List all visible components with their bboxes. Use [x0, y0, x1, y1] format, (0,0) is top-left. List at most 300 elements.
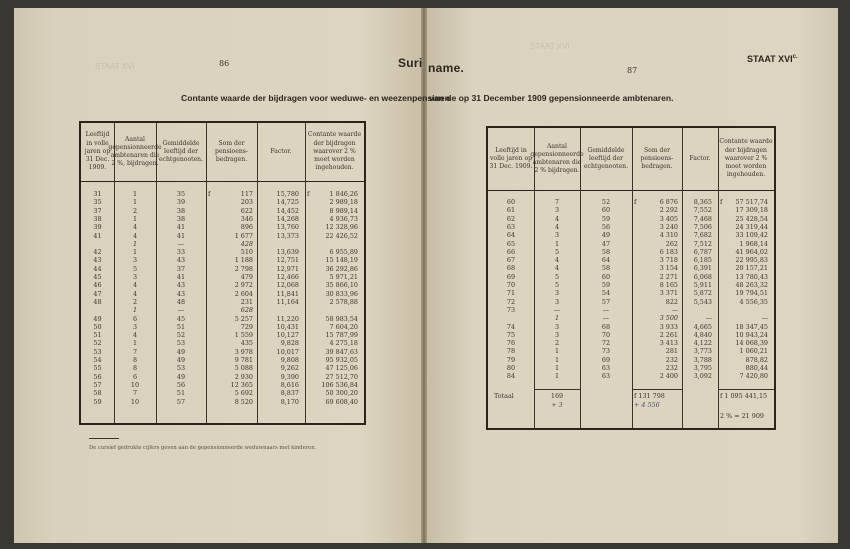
table-cell: 33: [176, 248, 186, 257]
table-cell: 822: [665, 297, 678, 306]
table-cell: 3: [554, 231, 560, 240]
table-cell: 4: [554, 214, 560, 223]
column-header: Gemiddelde leeftijd der echtgenooten.: [158, 139, 204, 164]
table-cell: 3,773: [693, 347, 712, 356]
table-cell: 5: [554, 281, 560, 289]
table-cell: 54: [601, 289, 611, 298]
table-cell: 3,092: [693, 372, 712, 381]
header-suri: Suri: [398, 56, 423, 70]
table-cell: 33 109,42: [735, 231, 768, 240]
table-row: [81, 381, 364, 389]
table-cell: 71: [506, 289, 516, 298]
table-cell: 2: [554, 339, 560, 348]
table-cell: 7,512: [693, 239, 712, 248]
table-cell: 7 604,20: [329, 322, 358, 331]
footnote-rule: [89, 438, 119, 439]
table-cell: 7,506: [693, 222, 712, 231]
total-rule: [534, 389, 580, 390]
table-cell: 10 943,24: [735, 330, 768, 339]
table-row: [488, 198, 774, 206]
table-cell: 64: [506, 231, 516, 240]
table-cell: 479: [240, 273, 253, 281]
table-cell: 56: [93, 372, 102, 381]
table-cell: 52: [176, 331, 186, 340]
table-cell: 3 500: [659, 314, 678, 323]
table-cell: 10: [130, 380, 140, 389]
table-cell: 15,780: [276, 190, 299, 198]
table-cell: 3 718: [659, 256, 678, 265]
table-row: [488, 248, 774, 256]
table-cell: 15 148,19: [325, 256, 358, 265]
table-cell: 1 060,21: [739, 347, 768, 356]
table-cell: 63: [601, 372, 611, 381]
table-cell: [634, 198, 678, 206]
table-cell: 35: [93, 198, 102, 207]
table-cell: 8: [132, 356, 138, 364]
table-cell: 14 068,39: [735, 339, 768, 348]
table-cell: 5: [554, 272, 560, 281]
table-cell: 1: [132, 306, 138, 315]
table-cell: 2 292: [659, 206, 678, 215]
table-row: [81, 339, 364, 347]
table-cell: 50 300,20: [325, 389, 358, 398]
table-cell: 3 933: [659, 322, 678, 331]
table-cell: 31: [93, 190, 102, 198]
table-cell: 14,268: [276, 214, 299, 223]
table-cell: 59: [601, 214, 611, 223]
table-cell: 10,017: [276, 347, 299, 356]
table-cell: 43: [176, 256, 186, 265]
table-cell: 1 188: [234, 256, 253, 265]
table-cell: 5 692: [234, 389, 253, 398]
table-cell: 1: [554, 364, 560, 372]
table-row: [81, 223, 364, 231]
table-cell: 5: [554, 247, 560, 256]
table-row: [488, 331, 774, 339]
table-cell: 4: [554, 264, 560, 273]
table-cell: 19 794,51: [735, 289, 768, 298]
table-cell: 4: [554, 222, 560, 231]
table-cell: 39: [93, 223, 102, 232]
column-header: Contante waarde der bijdragen waarover 2 % moet worden ingehouden.: [719, 138, 773, 179]
table-cell: 2 261: [659, 330, 678, 339]
table-cell: 42: [93, 248, 102, 257]
table-cell: —: [177, 239, 185, 248]
table-row: [81, 331, 364, 339]
table-cell: 232: [665, 355, 678, 364]
table-cell: 3: [554, 297, 560, 306]
table-cell: 6: [132, 372, 138, 381]
table-cell: [208, 190, 253, 198]
table-cell: 3,795: [693, 364, 712, 372]
table-cell: 4 936,73: [329, 214, 358, 223]
florin-sign: f: [634, 198, 637, 206]
table-row: [81, 256, 364, 264]
table-row: [81, 281, 364, 289]
table-row: [488, 240, 774, 248]
table-cell: 11,841: [276, 289, 299, 298]
column-header: Som der pensioens-bedragen.: [215, 139, 248, 164]
column-header: Factor.: [689, 154, 711, 162]
table-cell: 203: [240, 198, 253, 207]
total-rule: [718, 389, 774, 390]
table-cell: 43: [93, 256, 102, 265]
table-cell: 22 426,52: [325, 231, 358, 240]
table-row: [488, 298, 774, 306]
table-cell: 428: [240, 239, 253, 248]
table-cell: 52: [93, 339, 102, 348]
staat-suffix: c.: [792, 54, 798, 60]
table-cell: 10,127: [276, 331, 299, 340]
table-cell: 13,639: [276, 248, 299, 257]
table-cell: 47 125,06: [325, 364, 358, 373]
table-cell: 3: [554, 289, 560, 298]
column-header: Leeftijd in volle jaren op 31 Dec. 1909.: [489, 146, 533, 171]
table-cell: 1: [132, 339, 138, 348]
table-cell: 281: [665, 347, 678, 356]
table-cell: 1: [554, 347, 560, 356]
table-row: [81, 389, 364, 397]
table-cell: 70: [506, 281, 516, 289]
table-row: [488, 347, 774, 355]
table-cell: 12,971: [276, 264, 299, 273]
table-cell: 878,82: [745, 355, 768, 364]
table-cell: 4,665: [693, 322, 712, 331]
table-cell: 4: [132, 223, 138, 232]
table-cell: 50: [93, 322, 102, 331]
amount-value: 117: [240, 190, 253, 198]
table-cell: 49: [176, 372, 186, 381]
table-cell: 48: [176, 297, 186, 306]
table-cell: 65: [506, 239, 516, 248]
table-cell: 69: [506, 272, 516, 281]
table-cell: 8,837: [280, 389, 299, 398]
table-cell: 1: [554, 372, 560, 381]
total-two-percent: 2 % = 21 909: [720, 412, 764, 420]
table-cell: 57: [176, 397, 186, 406]
table-cell: 3 371: [659, 289, 678, 298]
table-cell: 60: [601, 272, 611, 281]
table-cell: 38: [93, 214, 102, 223]
table-cell: 13 780,43: [735, 272, 768, 281]
table-cell: 45: [93, 273, 102, 281]
table-cell: 48: [93, 297, 102, 306]
table-row: [81, 215, 364, 223]
table-cell: 8,616: [280, 380, 299, 389]
table-cell: 35: [176, 190, 186, 198]
table-cell: —: [761, 314, 768, 323]
table-cell: 7,552: [693, 206, 712, 215]
table-cell: 74: [506, 322, 516, 331]
table-cell: 6,185: [693, 256, 712, 265]
table-cell: 4 556,35: [739, 297, 768, 306]
table-cell: 53: [176, 364, 186, 373]
table-cell: 14,452: [276, 206, 299, 215]
header-name: name.: [428, 61, 465, 75]
total-rule: [632, 389, 682, 390]
table-cell: 7: [132, 347, 138, 356]
table-cell: 12 365: [230, 380, 253, 389]
table-cell: 14,725: [276, 198, 299, 207]
table-cell: 17 309,18: [735, 206, 768, 215]
staat-label: [747, 54, 798, 64]
table-cell: 12 328,96: [325, 223, 358, 232]
table-cell: 1: [132, 190, 138, 198]
table-cell: 56: [176, 380, 186, 389]
table-cell: 46: [93, 281, 102, 290]
florin-sign: f: [720, 198, 723, 206]
table-cell: 9,390: [280, 372, 299, 381]
column-header: Gemiddelde leeftijd der echtgenooten.: [583, 146, 629, 171]
table-cell: 346: [240, 214, 253, 223]
table-row: [81, 290, 364, 298]
table-cell: 30 833,96: [325, 289, 358, 298]
table-row: [488, 306, 774, 314]
table-row: [81, 248, 364, 256]
title-right-part: van de op 31 December 1909 gepensionneerde ambtenaren.: [429, 93, 674, 103]
right-page-number: 87: [627, 66, 638, 75]
left-footnote: De cursief gedrukte cijfers geven aan de gepensionneerde weduwnaars met kinderen.: [89, 445, 317, 451]
table-cell: 36 292,86: [325, 264, 358, 273]
table-cell: 35 866,10: [325, 281, 358, 290]
amount-value: 57 517,74: [735, 198, 768, 206]
table-cell: 8,170: [280, 397, 299, 406]
table-cell: [720, 198, 768, 206]
table-cell: 39 847,63: [325, 347, 358, 356]
table-cell: 58 983,54: [325, 314, 358, 323]
table-cell: 51: [176, 322, 186, 331]
table-cell: 60: [506, 198, 516, 206]
table-row: [81, 273, 364, 281]
florin-sign: f: [208, 190, 211, 198]
table-cell: 4: [554, 256, 560, 265]
table-cell: 61: [506, 206, 516, 215]
table-cell: 47: [601, 239, 611, 248]
table-cell: 47: [93, 289, 102, 298]
table-cell: 8 165: [659, 281, 678, 289]
table-row: [488, 223, 774, 231]
table-cell: 1: [132, 239, 138, 248]
table-cell: 53: [93, 347, 102, 356]
table-cell: 10: [130, 397, 140, 406]
table-row: [81, 190, 364, 198]
table-cell: 52: [601, 198, 611, 206]
table-cell: 24 319,44: [735, 222, 768, 231]
table-cell: 13,760: [276, 223, 299, 232]
table-cell: 75: [506, 330, 516, 339]
table-cell: 7,682: [693, 231, 712, 240]
table-cell: 880,44: [745, 364, 768, 372]
table-cell: 41: [176, 273, 186, 281]
table-row: [81, 323, 364, 331]
table-row: [488, 339, 774, 347]
table-cell: 3: [132, 256, 138, 265]
table-cell: 3 240: [659, 222, 678, 231]
table-cell: 7 420,80: [739, 372, 768, 381]
table-row: [81, 306, 364, 314]
table-cell: 11,220: [276, 314, 299, 323]
table-cell: 41: [176, 231, 186, 240]
table-cell: 8,365: [693, 198, 712, 206]
table-cell: 12,466: [276, 273, 299, 281]
florin-sign: f: [307, 190, 310, 198]
table-cell: 1: [554, 355, 560, 364]
table-cell: 38: [176, 214, 186, 223]
table-cell: 3 405: [659, 214, 678, 223]
table-row: [81, 198, 364, 206]
table-cell: 7: [132, 389, 138, 398]
table-cell: 78: [506, 347, 516, 356]
table-cell: 11,164: [276, 297, 299, 306]
table-cell: 57: [93, 380, 102, 389]
table-row: [81, 348, 364, 356]
table-row: [81, 398, 364, 406]
table-cell: 1: [132, 214, 138, 223]
table-row: [81, 298, 364, 306]
table-row: [81, 232, 364, 240]
table-cell: 27 512,70: [325, 372, 358, 381]
table-cell: 9,828: [280, 339, 299, 348]
table-cell: 95 932,05: [325, 356, 358, 364]
left-ghost-text: STAAT XVI: [95, 62, 135, 71]
table-cell: 231: [240, 297, 253, 306]
table-cell: 5 257: [234, 314, 253, 323]
table-cell: 3: [554, 330, 560, 339]
table-cell: 49: [176, 347, 186, 356]
table-cell: 6,787: [693, 247, 712, 256]
table-cell: 18 347,45: [735, 322, 768, 331]
table-cell: 6,391: [693, 264, 712, 273]
table-row: [488, 323, 774, 331]
table-cell: 13,373: [276, 231, 299, 240]
table-cell: 622: [240, 206, 253, 215]
table-cell: 72: [506, 297, 516, 306]
table-cell: 51: [93, 331, 102, 340]
table-cell: 12,751: [276, 256, 299, 265]
table-cell: 1 559: [234, 331, 253, 340]
table-row: [488, 206, 774, 214]
table-cell: 510: [240, 248, 253, 257]
table-cell: 729: [240, 322, 253, 331]
table-cell: 5 971,21: [329, 273, 358, 281]
table-cell: 59: [601, 281, 611, 289]
table-cell: 2 989,18: [329, 198, 358, 207]
total-sum: f 131 798: [634, 392, 665, 400]
amount-value: 6 876: [659, 198, 678, 206]
column-header: Contante waarde der bijdragen waarover 2 % moet worden ingehouden.: [307, 131, 362, 172]
table-cell: 39: [176, 198, 186, 207]
table-cell: 20 157,21: [735, 264, 768, 273]
table-row: [488, 281, 774, 289]
column-header: Factor.: [270, 147, 292, 155]
table-row: [81, 373, 364, 381]
table-cell: 63: [601, 364, 611, 372]
right-table: [486, 126, 776, 430]
column-header: Som der pensioens-bedragen.: [640, 146, 674, 171]
table-cell: 435: [240, 339, 253, 348]
table-row: [488, 364, 774, 372]
table-row: [81, 240, 364, 248]
table-cell: 6: [132, 314, 138, 323]
table-cell: 4: [132, 231, 138, 240]
staat-label-text: STAAT XVI: [747, 54, 793, 64]
table-cell: 6 183: [659, 247, 678, 256]
table-cell: 2 578,88: [329, 297, 358, 306]
table-cell: 6,068: [693, 272, 712, 281]
table-row: [81, 207, 364, 215]
table-cell: —: [602, 314, 610, 323]
table-cell: 8 520: [234, 397, 253, 406]
table-cell: 7: [554, 198, 560, 206]
table-row: [81, 265, 364, 273]
table-cell: 69: [601, 355, 611, 364]
table-cell: 2 400: [659, 372, 678, 381]
table-cell: 2: [132, 297, 138, 306]
left-table: [79, 121, 366, 425]
table-cell: 76: [506, 339, 516, 348]
table-cell: 66: [506, 247, 516, 256]
table-cell: 49: [93, 314, 102, 323]
table-cell: 15 787,99: [325, 331, 358, 340]
table-cell: 67: [506, 256, 516, 265]
table-cell: 73: [506, 305, 516, 314]
table-cell: 58: [601, 264, 611, 273]
table-cell: 232: [665, 364, 678, 372]
title-left-part: Contante waarde der bijdragen voor weduwe- en weezenpensioen: [181, 93, 450, 103]
table-cell: 72: [601, 339, 611, 348]
table-cell: 41: [176, 223, 186, 232]
table-cell: 41: [93, 231, 102, 240]
table-cell: 12,068: [276, 281, 299, 290]
table-cell: 43: [176, 289, 186, 298]
table-cell: 79: [506, 355, 516, 364]
table-cell: 49: [176, 356, 186, 364]
table-cell: 55: [93, 364, 102, 373]
table-cell: 5,872: [693, 289, 712, 298]
table-cell: 3 978: [234, 347, 253, 356]
table-row: [488, 256, 774, 264]
table-cell: 3 413: [659, 339, 678, 348]
table-cell: 2: [132, 206, 138, 215]
table-cell: 1 968,14: [739, 239, 768, 248]
total-sum-extra: + 4 556: [634, 401, 660, 409]
table-cell: 38: [176, 206, 186, 215]
amount-value: 1 846,26: [329, 190, 358, 198]
left-page-number: 86: [219, 59, 230, 68]
table-cell: 896: [240, 223, 253, 232]
table-row: [81, 364, 364, 372]
table-cell: 1: [132, 248, 138, 257]
table-row: [488, 231, 774, 239]
table-cell: 10,431: [276, 322, 299, 331]
table-cell: 45: [176, 314, 186, 323]
table-cell: 53: [176, 339, 186, 348]
table-cell: 9,262: [280, 364, 299, 373]
table-cell: 84: [506, 372, 516, 381]
column-header: Aantal gepensionneerde ambtenaren die 2 %, bijdragen.: [108, 135, 162, 168]
table-cell: 5,911: [693, 281, 712, 289]
table-cell: 8 989,14: [329, 206, 358, 215]
table-cell: 64: [601, 256, 611, 265]
table-cell: 628: [240, 306, 253, 315]
table-row: [488, 215, 774, 223]
total-label: Totaal: [494, 392, 514, 400]
table-cell: —: [705, 314, 712, 323]
table-cell: —: [177, 306, 185, 315]
table-cell: 7,468: [693, 214, 712, 223]
table-cell: 80: [506, 364, 516, 372]
table-cell: 2 604: [234, 289, 253, 298]
